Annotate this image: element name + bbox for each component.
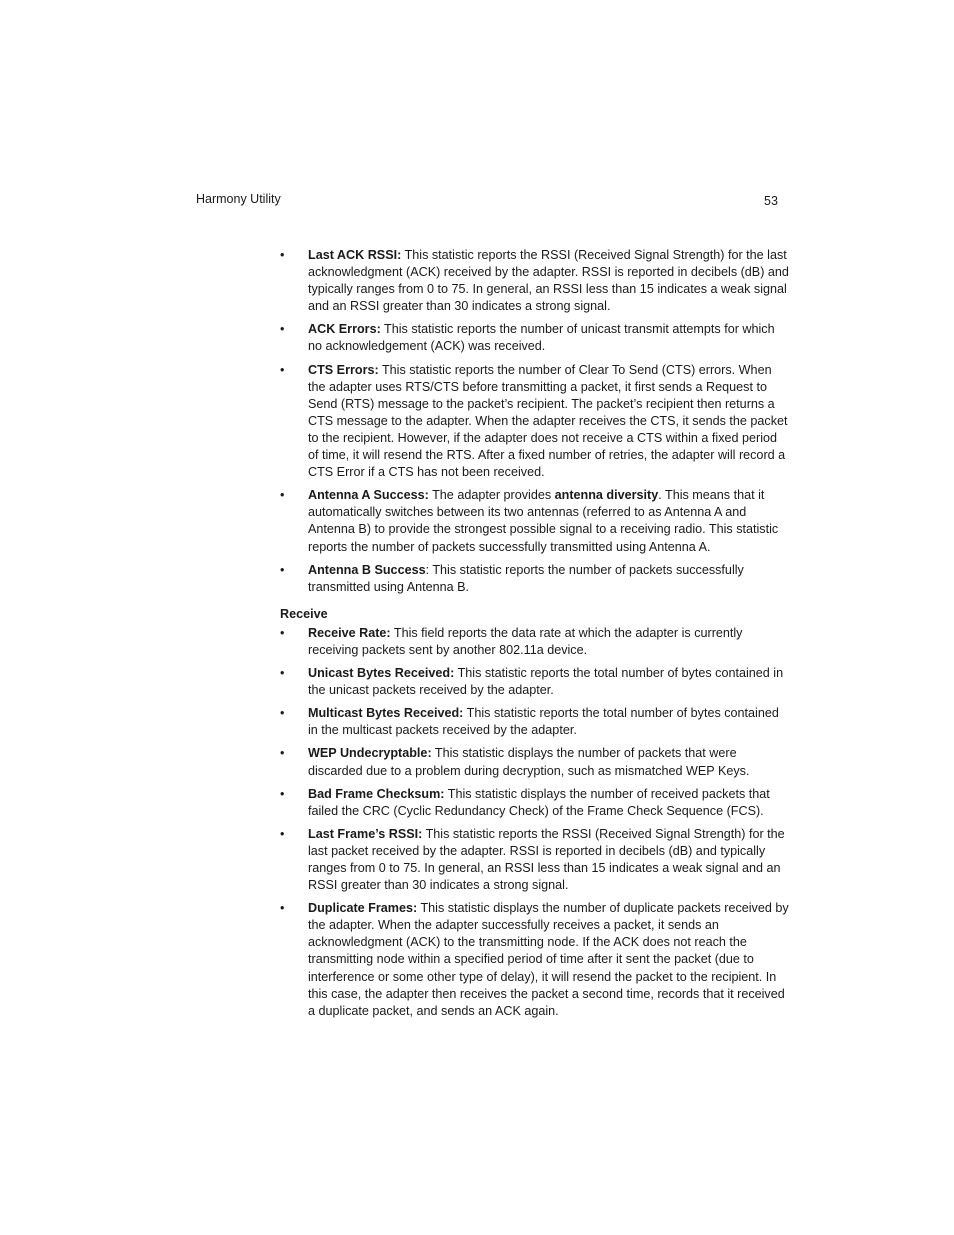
receive-statistics-list bbox=[280, 625, 790, 1020]
description-text: This field reports the data rate at which the adapter is currently receiving packets sent by another 802.11a device. bbox=[308, 625, 743, 657]
list-item-antenna-a-success bbox=[280, 487, 790, 555]
term-label: Last ACK RSSI: bbox=[308, 248, 402, 262]
bullet-icon: • bbox=[280, 901, 285, 916]
list-item-last-frames-rssi bbox=[280, 826, 790, 894]
bullet-icon: • bbox=[280, 786, 285, 801]
emphasis-text: antenna diversity bbox=[554, 488, 659, 503]
list-item-wep-undecryptable bbox=[280, 745, 790, 779]
term-label: Duplicate Frames: bbox=[308, 901, 418, 916]
term-label: CTS Errors: bbox=[308, 362, 379, 377]
description-text: This statistic reports the RSSI (Received Signal Strength) for the last packet received by the adapter. RSSI is reported in decibels (dB) and typically ranges from 0 to 75. In general, an RSSI less than 15 indicates a weak signal and an RSSI greater than 30 indicates a strong signal. bbox=[308, 826, 785, 893]
description-text: : This statistic reports the number of packets successfully transmitted using Antenna B. bbox=[308, 562, 744, 594]
running-head: Harmony Utility bbox=[196, 192, 281, 206]
bullet-icon: • bbox=[280, 322, 285, 337]
list-item-ack-errors bbox=[280, 321, 790, 355]
page-number: 53 bbox=[764, 194, 778, 208]
list-item-last-ack-rssi bbox=[280, 247, 790, 315]
bullet-icon: • bbox=[280, 562, 285, 577]
bullet-icon: • bbox=[280, 706, 285, 721]
description-text: This statistic reports the number of unicast transmit attempts for which no acknowledgement (ACK) was received. bbox=[308, 322, 775, 354]
list-item-unicast-bytes-received bbox=[280, 665, 790, 699]
description-text: The adapter provides bbox=[428, 488, 555, 503]
bullet-icon: • bbox=[280, 362, 285, 377]
bullet-icon: • bbox=[280, 666, 285, 681]
page-content bbox=[280, 247, 790, 1026]
bullet-icon: • bbox=[280, 746, 285, 761]
bullet-icon: • bbox=[280, 488, 285, 503]
description-text: This statistic reports the number of Clear To Send (CTS) errors. When the adapter uses RTS/CTS before transmitting a packet, it first sends a Request to Send (RTS) message to the packet’s recipient. The packet’s recipient then returns a CTS message to the adapter. When the adapter receives the CTS, it sends the packet to the recipient. However, if the adapter does not receive a CTS within a fixed period of time, it will resend the RTS. After a fixed number of retries, the adapter will record a CTS Error if a CTS has not been received. bbox=[308, 362, 788, 480]
term-label: Antenna B Success bbox=[308, 562, 426, 577]
bullet-icon: • bbox=[280, 826, 285, 841]
description-text: This statistic reports the RSSI (Received Signal Strength) for the last acknowledgment (ACK) received by the adapter. RSSI is reported in decibels (dB) and typically ranges from 0 to 75. In general, an RSSI less than 15 indicates a weak signal and an RSSI greater than 30 indicates a strong signal. bbox=[308, 248, 789, 314]
term-label: Receive Rate: bbox=[308, 625, 391, 640]
term-label: Multicast Bytes Received: bbox=[308, 706, 464, 721]
list-item-bad-frame-checksum bbox=[280, 786, 790, 820]
term-label: Unicast Bytes Received: bbox=[308, 666, 455, 681]
list-item-cts-errors bbox=[280, 362, 790, 482]
term-label: Last Frame’s RSSI: bbox=[308, 826, 423, 841]
description-text: This statistic displays the number of received packets that failed the CRC (Cyclic Redundancy Check) of the Frame Check Sequence (FCS). bbox=[308, 786, 770, 818]
term-label: Bad Frame Checksum: bbox=[308, 786, 445, 801]
description-text: This statistic reports the total number of bytes contained in the multicast packets received by the adapter. bbox=[308, 706, 779, 738]
term-label: WEP Undecryptable: bbox=[308, 746, 432, 761]
list-item-receive-rate bbox=[280, 625, 790, 659]
list-item-duplicate-frames bbox=[280, 900, 790, 1020]
description-text: This statistic displays the number of packets that were discarded due to a problem during decryption, such as mismatched WEP Keys. bbox=[308, 746, 750, 778]
description-text: This statistic reports the total number of bytes contained in the unicast packets received by the adapter. bbox=[308, 666, 784, 698]
bullet-icon: • bbox=[280, 248, 285, 262]
list-item-antenna-b-success bbox=[280, 562, 790, 596]
term-label: Antenna A Success: bbox=[308, 488, 429, 503]
description-text: This statistic displays the number of duplicate packets received by the adapter. When the adapter successfully receives a packet, it sends an acknowledgment (ACK) to the transmitting node. If the ACK does not reach the transmitting node within a specified period of time after it sent the packet (due to interference or some other type of delay), it will resend the packet to the recipient. In this case, the adapter then receives the packet a second time, records that it received a duplicate packet, and sends an ACK again. bbox=[308, 901, 789, 1018]
term-label: ACK Errors: bbox=[308, 322, 381, 337]
description-text-continued: . This means that it automatically switches between its two antennas (referred to as Antenna A and Antenna B) to provide the strongest possible signal to a receiving radio. This statistic reports the number of packets successfully transmitted using Antenna A. bbox=[308, 488, 779, 554]
bullet-icon: • bbox=[280, 625, 285, 640]
list-item-multicast-bytes-received bbox=[280, 705, 790, 739]
transmit-statistics-list bbox=[280, 247, 790, 596]
section-heading-receive: Receive bbox=[280, 606, 328, 621]
